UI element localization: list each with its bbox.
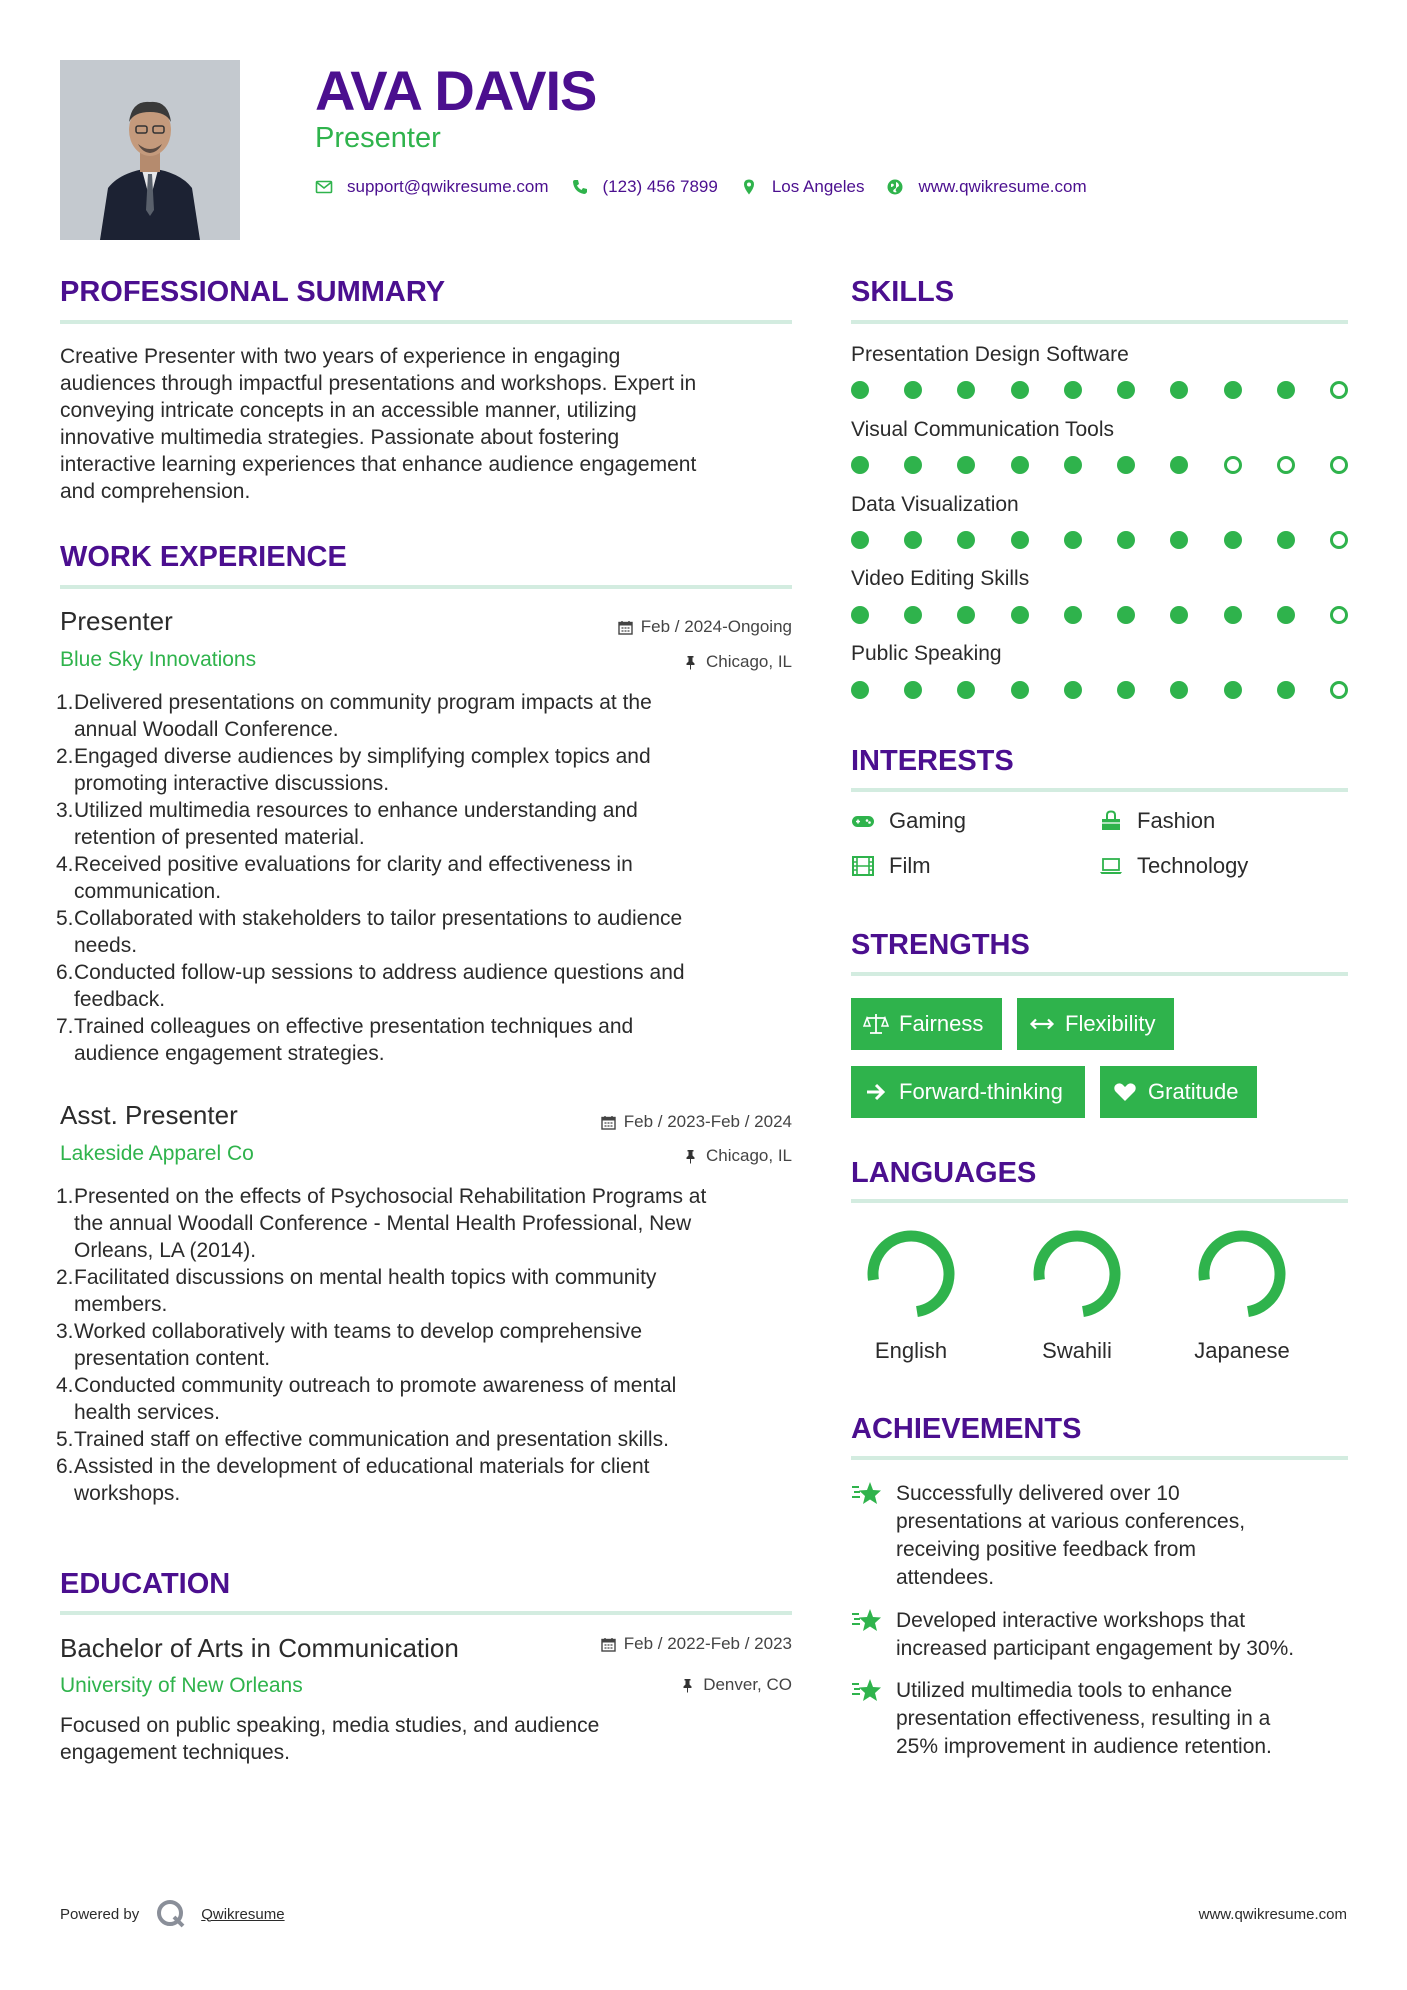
skill-dot-filled xyxy=(957,531,975,549)
job-duty: 4. Received positive evaluations for clarity and effectiveness in communication. xyxy=(56,851,796,905)
strength-flexibility xyxy=(1017,998,1174,1050)
skill-dot-filled xyxy=(1224,531,1242,549)
skill-dot-filled xyxy=(1277,531,1295,549)
contact-location xyxy=(740,177,865,197)
duty-line: Worked collaboratively with teams to develop comprehensive xyxy=(74,1320,643,1343)
duty-line: annual Woodall Conference. xyxy=(74,718,339,741)
job-duty: 4. Conducted community outreach to promote awareness of mental health services. xyxy=(56,1372,796,1426)
job-company: Blue Sky Innovations xyxy=(60,648,257,671)
skill-dot-filled xyxy=(1170,456,1188,474)
education-description xyxy=(60,1712,800,1766)
powered-by-text: Powered by xyxy=(60,1905,140,1923)
skill-dot-filled xyxy=(1011,606,1029,624)
summary-line: conveying intricate concepts in an accessible manner, utilizing xyxy=(60,399,637,422)
job-date-text: Feb / 2024-Ongoing xyxy=(640,617,792,636)
strength-label: Fairness xyxy=(899,1011,984,1036)
duty-line: communication. xyxy=(74,880,222,903)
duty-line: retention of presented material. xyxy=(74,826,365,849)
achievement-line: Successfully delivered over 10 xyxy=(896,1482,1180,1505)
skill-dot-filled xyxy=(1064,456,1082,474)
job-date-text: Feb / 2023-Feb / 2024 xyxy=(623,1112,792,1131)
duty-line: Facilitated discussions on mental health topics with community xyxy=(74,1266,657,1289)
duty-line: Orleans, LA (2014). xyxy=(74,1239,257,1262)
calendar-icon xyxy=(601,1115,616,1130)
languages-rule xyxy=(851,1199,1348,1203)
job-duty: 3. Worked collaboratively with teams to develop comprehensive presentation content. xyxy=(56,1318,796,1372)
achievement-line: presentations at various conferences, xyxy=(896,1510,1246,1533)
achievement-line: receiving positive feedback from xyxy=(896,1538,1196,1561)
skill-dot-filled xyxy=(957,456,975,474)
skill-dot-filled xyxy=(957,381,975,399)
job-duty: 6. Assisted in the development of educational materials for client workshops. xyxy=(56,1453,796,1507)
skill-dot-filled xyxy=(851,681,869,699)
skill-dot-filled xyxy=(1170,606,1188,624)
duty-line: promoting interactive discussions. xyxy=(74,772,390,795)
summary-text xyxy=(60,343,800,505)
achievement-text xyxy=(896,1677,1336,1761)
star-icon xyxy=(851,1605,883,1637)
arrow-right-icon xyxy=(863,1079,889,1105)
job-location xyxy=(480,1146,792,1166)
duty-line: Presented on the effects of Psychosocial Rehabilitation Programs at xyxy=(74,1185,707,1208)
education-date-text: Feb / 2022-Feb / 2023 xyxy=(623,1634,792,1653)
duty-line: Delivered presentations on community program impacts at the xyxy=(74,691,652,714)
language-ring xyxy=(1192,1224,1292,1324)
skill-dot-filled xyxy=(1011,681,1029,699)
contact-email[interactable] xyxy=(315,177,549,197)
phone-icon xyxy=(571,178,589,196)
skill-dot-filled xyxy=(1224,606,1242,624)
skill-name: Data Visualization xyxy=(851,493,1019,516)
map-marker-icon xyxy=(740,178,758,196)
contact-phone[interactable] xyxy=(571,177,718,197)
language-japanese xyxy=(1167,1224,1317,1364)
job-duty: 2. Facilitated discussions on mental health topics with community members. xyxy=(56,1264,796,1318)
job-date xyxy=(480,1112,792,1132)
achievement-line: 25% improvement in audience retention. xyxy=(896,1735,1272,1758)
job-duty: 3. Utilized multimedia resources to enhance understanding and retention of presented material. xyxy=(56,797,796,851)
skill-name: Public Speaking xyxy=(851,642,1002,665)
language-ring xyxy=(1027,1224,1127,1324)
experience-rule xyxy=(60,585,792,589)
duty-line: Engaged diverse audiences by simplifying complex topics and xyxy=(74,745,651,768)
skill-dot-empty xyxy=(1330,681,1348,699)
skill-rating xyxy=(851,530,1348,550)
achievement-item xyxy=(851,1677,1336,1761)
candidate-title: Presenter xyxy=(315,122,441,154)
skill-name: Video Editing Skills xyxy=(851,567,1030,590)
email-text: support@qwikresume.com xyxy=(347,177,549,196)
summary-line: and comprehension. xyxy=(60,480,251,503)
skill-rating xyxy=(851,455,1348,475)
skill-dot-filled xyxy=(1170,381,1188,399)
education-location xyxy=(480,1675,792,1695)
school-name: University of New Orleans xyxy=(60,1674,303,1697)
strength-label: Gratitude xyxy=(1148,1079,1239,1104)
achievement-line: presentation effectiveness, resulting in a xyxy=(896,1707,1271,1730)
education-line: engagement techniques. xyxy=(60,1741,291,1764)
achievement-line: Utilized multimedia tools to enhance xyxy=(896,1679,1233,1702)
duty-line: Conducted community outreach to promote awareness of mental xyxy=(74,1374,677,1397)
skill-dot-filled xyxy=(904,606,922,624)
skills-heading: SKILLS xyxy=(851,276,955,308)
achievements-rule xyxy=(851,1456,1348,1460)
language-english xyxy=(836,1224,986,1364)
skill-name: Visual Communication Tools xyxy=(851,418,1115,441)
skill-dot-empty xyxy=(1330,456,1348,474)
skill-dot-filled xyxy=(904,531,922,549)
job-location-text: Chicago, IL xyxy=(706,1146,792,1165)
language-ring xyxy=(861,1224,961,1324)
education-rule xyxy=(60,1611,792,1615)
duty-line: needs. xyxy=(74,934,138,957)
skill-dot-empty xyxy=(1277,456,1295,474)
job-duty: 1. Delivered presentations on community program impacts at the annual Woodall Conference. xyxy=(56,689,796,743)
duty-line: audience engagement strategies. xyxy=(74,1042,385,1065)
skill-dot-filled xyxy=(1224,681,1242,699)
job-duty: 6. Conducted follow-up sessions to address audience questions and feedback. xyxy=(56,959,796,1013)
language-ring-arc xyxy=(1204,1236,1280,1312)
duty-line: Trained colleagues on effective presentation techniques and xyxy=(74,1015,634,1038)
skill-dot-filled xyxy=(1117,381,1135,399)
skill-dot-filled xyxy=(1064,681,1082,699)
strengths-heading: STRENGTHS xyxy=(851,929,1030,961)
skill-dot-filled xyxy=(851,381,869,399)
skill-dot-filled xyxy=(904,456,922,474)
language-name: Japanese xyxy=(1194,1338,1290,1363)
interest-fashion xyxy=(1099,808,1215,834)
duty-line: Trained staff on effective communication and presentation skills. xyxy=(74,1428,669,1451)
skill-dot-filled xyxy=(1064,531,1082,549)
skill-dot-filled xyxy=(851,531,869,549)
brand-link[interactable]: Qwikresume xyxy=(201,1905,285,1923)
interest-label: Gaming xyxy=(889,808,967,833)
film-icon xyxy=(851,854,875,878)
skill-rating xyxy=(851,680,1348,700)
duty-line: Received positive evaluations for clarity and effectiveness in xyxy=(74,853,633,876)
skill-dot-filled xyxy=(1064,381,1082,399)
skill-dot-filled xyxy=(1117,681,1135,699)
skill-dot-filled xyxy=(904,681,922,699)
phone-text: (123) 456 7899 xyxy=(602,177,718,196)
education-date xyxy=(480,1634,792,1654)
skill-dot-filled xyxy=(1170,681,1188,699)
duty-line: the annual Woodall Conference - Mental Health Professional, New xyxy=(74,1212,692,1235)
summary-line: interactive learning experiences that enhance audience engagement xyxy=(60,453,697,476)
job-duty: 5. Collaborated with stakeholders to tailor presentations to audience needs. xyxy=(56,905,796,959)
strength-forward-thinking xyxy=(851,1066,1085,1118)
globe-icon xyxy=(886,178,904,196)
calendar-icon xyxy=(618,620,633,635)
summary-rule xyxy=(60,320,792,324)
envelope-icon xyxy=(315,178,333,196)
job-duty: 2. Engaged diverse audiences by simplifying complex topics and promoting interactive discussions. xyxy=(56,743,796,797)
summary-line: audiences through impactful presentations and workshops. Expert in xyxy=(60,372,697,395)
duty-line: presentation content. xyxy=(74,1347,271,1370)
skill-dot-empty xyxy=(1330,531,1348,549)
footer-powered-by xyxy=(60,1898,285,1930)
skill-dot-filled xyxy=(1011,381,1029,399)
calendar-icon xyxy=(601,1637,616,1652)
job-duties-list xyxy=(56,1183,796,1507)
pushpin-icon xyxy=(683,1149,698,1164)
summary-heading: PROFESSIONAL SUMMARY xyxy=(60,276,446,308)
job-location xyxy=(480,652,792,672)
interests-heading: INTERESTS xyxy=(851,745,1014,777)
strength-label: Flexibility xyxy=(1065,1011,1156,1036)
skill-dot-filled xyxy=(957,606,975,624)
skill-dot-empty xyxy=(1224,456,1242,474)
footer-website[interactable]: www.qwikresume.com xyxy=(1198,1906,1347,1923)
skill-dot-filled xyxy=(1117,606,1135,624)
achievement-line: Developed interactive workshops that xyxy=(896,1609,1246,1632)
language-name: English xyxy=(874,1338,948,1363)
summary-line: Creative Presenter with two years of experience in engaging xyxy=(60,345,621,368)
skill-dot-filled xyxy=(1117,456,1135,474)
interest-gaming xyxy=(851,808,966,834)
skill-dot-filled xyxy=(1011,456,1029,474)
interest-technology xyxy=(1099,853,1248,879)
job-title: Asst. Presenter xyxy=(60,1100,238,1130)
job-duties-list xyxy=(56,689,796,1067)
star-icon xyxy=(851,1675,883,1707)
gamepad-icon xyxy=(851,809,875,833)
interest-label: Fashion xyxy=(1137,808,1216,833)
duty-line: Collaborated with stakeholders to tailor presentations to audience xyxy=(74,907,683,930)
laptop-icon xyxy=(1099,854,1123,878)
language-ring-arc xyxy=(1039,1236,1115,1312)
duty-line: workshops. xyxy=(74,1482,181,1505)
duty-line: Conducted follow-up sessions to address audience questions and xyxy=(74,961,685,984)
location-text: Los Angeles xyxy=(771,177,865,196)
skill-dot-filled xyxy=(1117,531,1135,549)
skill-rating xyxy=(851,605,1348,625)
duty-line: health services. xyxy=(74,1401,220,1424)
skill-dot-filled xyxy=(1277,681,1295,699)
skills-rule xyxy=(851,320,1348,324)
skill-dot-filled xyxy=(851,606,869,624)
achievement-text xyxy=(896,1480,1336,1592)
contact-website[interactable] xyxy=(886,177,1086,197)
profile-photo xyxy=(60,60,240,240)
job-title: Presenter xyxy=(60,606,173,636)
summary-line: innovative multimedia strategies. Passionate about fostering xyxy=(60,426,620,449)
experience-heading: WORK EXPERIENCE xyxy=(60,541,347,573)
pushpin-icon xyxy=(680,1678,695,1693)
skill-dot-filled xyxy=(1277,606,1295,624)
achievement-line: increased participant engagement by 30%. xyxy=(896,1637,1295,1660)
achievement-item xyxy=(851,1480,1336,1592)
achievements-heading: ACHIEVEMENTS xyxy=(851,1413,1082,1445)
skill-dot-filled xyxy=(1064,606,1082,624)
interest-film xyxy=(851,853,931,879)
skill-dot-empty xyxy=(1330,606,1348,624)
languages-heading: LANGUAGES xyxy=(851,1157,1037,1189)
strength-fairness xyxy=(851,998,1002,1050)
website-text: www.qwikresume.com xyxy=(918,177,1087,196)
achievement-text xyxy=(896,1607,1336,1663)
star-icon xyxy=(851,1478,883,1510)
skill-rating xyxy=(851,380,1348,400)
interests-rule xyxy=(851,788,1348,792)
strength-gratitude xyxy=(1100,1066,1257,1118)
contact-bar xyxy=(315,177,1109,197)
skill-dot-filled xyxy=(1224,381,1242,399)
achievement-item xyxy=(851,1607,1336,1663)
heart-icon xyxy=(1112,1079,1138,1105)
skill-dot-filled xyxy=(1277,381,1295,399)
skill-dot-filled xyxy=(957,681,975,699)
language-swahili xyxy=(1002,1224,1152,1364)
job-duty: 5. Trained staff on effective communication and presentation skills. xyxy=(56,1426,796,1453)
strengths-rule xyxy=(851,972,1348,976)
job-company: Lakeside Apparel Co xyxy=(60,1142,254,1165)
language-ring-arc xyxy=(873,1236,949,1312)
skill-dot-filled xyxy=(851,456,869,474)
balance-scale-icon xyxy=(863,1011,889,1037)
qwikresume-logo-icon xyxy=(155,1898,187,1930)
education-heading: EDUCATION xyxy=(60,1568,231,1600)
interest-label: Film xyxy=(889,853,931,878)
language-name: Swahili xyxy=(1042,1338,1112,1363)
achievement-line: attendees. xyxy=(896,1566,995,1589)
duty-line: Assisted in the development of educational materials for client xyxy=(74,1455,650,1478)
education-line: Focused on public speaking, media studies, and audience xyxy=(60,1714,600,1737)
job-duty: 1. Presented on the effects of Psychosocial Rehabilitation Programs at the annual Woodall Conference - Mental Health Professional, New Orleans, LA (2014). xyxy=(56,1183,796,1264)
arrows-horizontal-icon xyxy=(1029,1011,1055,1037)
duty-line: Utilized multimedia resources to enhance understanding and xyxy=(74,799,638,822)
job-date xyxy=(480,617,792,637)
pushpin-icon xyxy=(683,655,698,670)
candidate-name: AVA DAVIS xyxy=(315,59,597,122)
job-duty: 7. Trained colleagues on effective presentation techniques and audience engagement strategies. xyxy=(56,1013,796,1067)
skill-dot-empty xyxy=(1330,381,1348,399)
education-location-text: Denver, CO xyxy=(703,1675,792,1694)
shopping-bag-icon xyxy=(1099,809,1123,833)
skill-dot-filled xyxy=(1170,531,1188,549)
skill-name: Presentation Design Software xyxy=(851,343,1129,366)
degree-title: Bachelor of Arts in Communication xyxy=(60,1633,459,1663)
job-location-text: Chicago, IL xyxy=(706,652,792,671)
strength-label: Forward-thinking xyxy=(899,1079,1063,1104)
skill-dot-filled xyxy=(1011,531,1029,549)
duty-line: members. xyxy=(74,1293,168,1316)
skill-dot-filled xyxy=(904,381,922,399)
duty-line: feedback. xyxy=(74,988,166,1011)
interest-label: Technology xyxy=(1137,853,1249,878)
